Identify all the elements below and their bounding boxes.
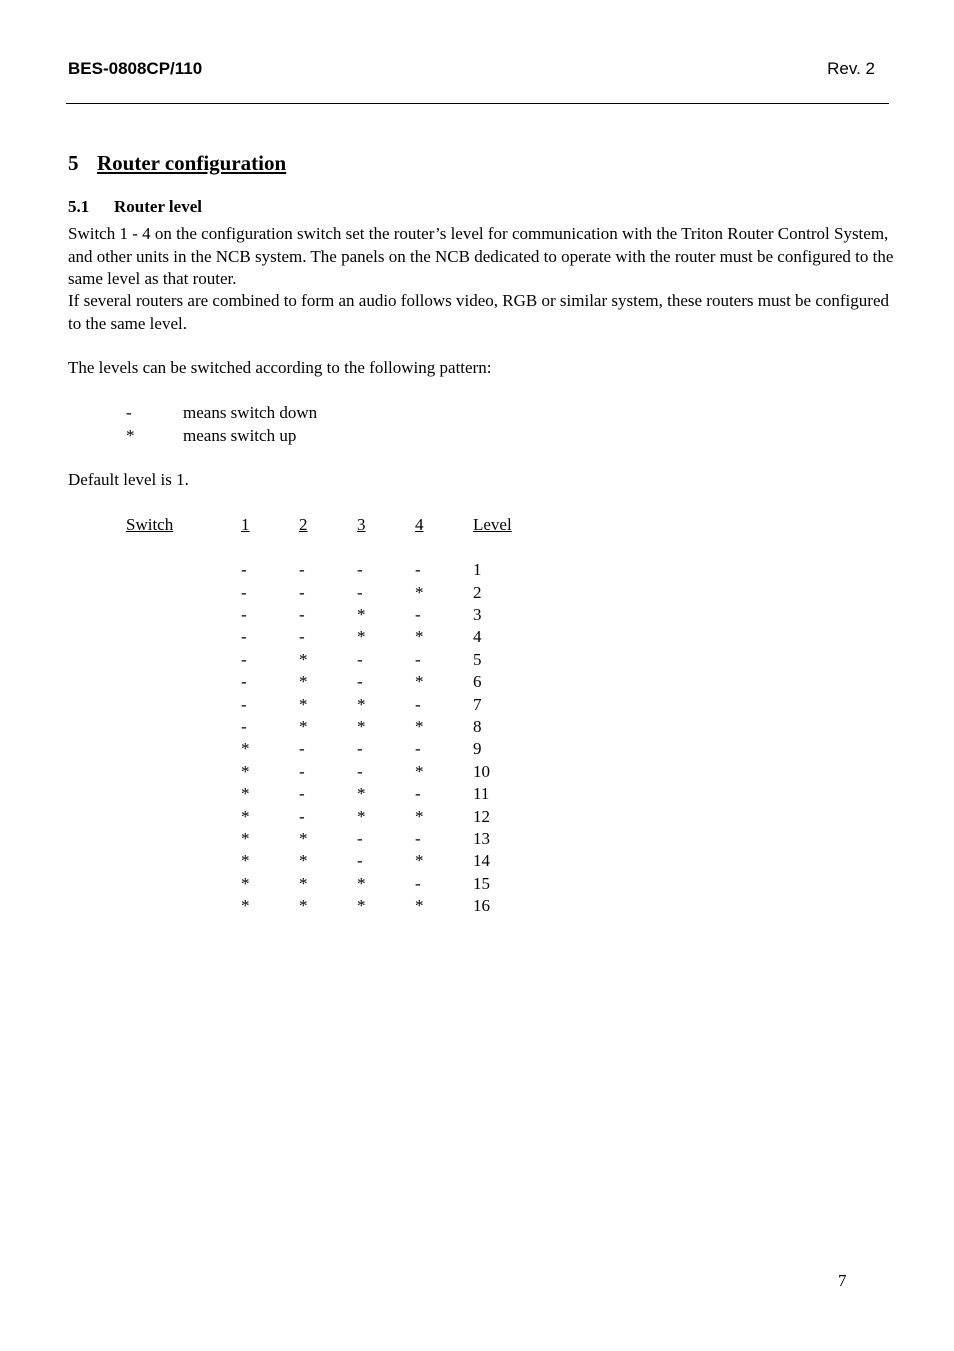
table-row bbox=[126, 716, 533, 738]
switch-4-state: * bbox=[415, 717, 424, 737]
table-row bbox=[126, 895, 533, 917]
switch-1-state: * bbox=[241, 739, 250, 759]
switch-4-state: - bbox=[415, 560, 421, 580]
table-row bbox=[126, 850, 533, 872]
row-spacer bbox=[126, 649, 241, 671]
header-switch-3: 3 bbox=[357, 515, 366, 534]
header-switch: Switch bbox=[126, 515, 174, 534]
table-row bbox=[126, 559, 533, 581]
level-value: 2 bbox=[473, 582, 482, 602]
switch-1-state: * bbox=[241, 851, 250, 871]
row-spacer bbox=[126, 604, 241, 626]
switch-1-state: - bbox=[241, 605, 247, 624]
switch-3-state: - bbox=[357, 582, 363, 602]
switch-2-state: * bbox=[299, 694, 308, 714]
header-switch-1: 1 bbox=[241, 515, 250, 534]
table-body bbox=[126, 559, 533, 918]
level-value: 12 bbox=[473, 806, 490, 826]
table-row bbox=[126, 828, 533, 850]
row-spacer bbox=[126, 582, 241, 604]
switch-2-state: * bbox=[299, 649, 308, 669]
row-spacer bbox=[126, 873, 241, 895]
default-level-note: Default level is 1. bbox=[68, 470, 189, 489]
switch-2-state: - bbox=[299, 560, 305, 580]
header-divider bbox=[66, 103, 889, 104]
switch-3-state: * bbox=[357, 784, 366, 804]
switch-2-state: * bbox=[299, 717, 308, 737]
level-value: 6 bbox=[473, 672, 482, 692]
switch-2-state: - bbox=[299, 761, 305, 781]
table-row bbox=[126, 649, 533, 671]
switch-4-state: - bbox=[415, 694, 421, 714]
legend-symbol: * bbox=[126, 425, 135, 445]
subsection-heading bbox=[68, 197, 202, 217]
switch-4-state: - bbox=[415, 739, 421, 759]
level-value: 11 bbox=[473, 784, 490, 804]
level-value: 1 bbox=[473, 560, 482, 580]
switch-1-state: * bbox=[241, 829, 250, 849]
switch-1-state: - bbox=[241, 560, 247, 580]
switch-3-state: * bbox=[357, 873, 366, 893]
switch-legend bbox=[126, 402, 317, 447]
table-header bbox=[126, 514, 533, 537]
switch-4-state: * bbox=[415, 582, 424, 602]
legend-symbol: - bbox=[126, 403, 132, 422]
table-row bbox=[126, 761, 533, 783]
switch-2-state: - bbox=[299, 739, 305, 759]
level-value: 5 bbox=[473, 649, 482, 669]
section-number: 5 bbox=[68, 151, 79, 175]
level-value: 13 bbox=[473, 829, 490, 849]
switch-4-state: * bbox=[415, 851, 424, 871]
switch-3-state: * bbox=[357, 627, 366, 647]
revision-label: Rev. 2 bbox=[827, 59, 875, 78]
switch-2-state: - bbox=[299, 582, 305, 602]
switch-2-state: - bbox=[299, 784, 305, 804]
switch-2-state: - bbox=[299, 605, 305, 624]
row-spacer bbox=[126, 559, 241, 581]
legend-meaning: means switch down bbox=[183, 403, 318, 422]
switch-1-state: - bbox=[241, 649, 247, 669]
table-row bbox=[126, 873, 533, 895]
switch-3-state: * bbox=[357, 717, 366, 737]
row-spacer bbox=[126, 806, 241, 828]
table-row bbox=[126, 738, 533, 760]
switch-2-state: - bbox=[299, 806, 305, 826]
switch-2-state: * bbox=[299, 829, 308, 849]
switch-4-state: - bbox=[415, 873, 421, 893]
subsection-number: 5.1 bbox=[68, 197, 90, 216]
level-value: 8 bbox=[473, 717, 482, 737]
row-spacer bbox=[126, 626, 241, 648]
level-value: 9 bbox=[473, 739, 482, 759]
level-value: 4 bbox=[473, 627, 482, 647]
row-spacer bbox=[126, 850, 241, 872]
switch-1-state: - bbox=[241, 582, 247, 602]
table-row bbox=[126, 604, 533, 626]
legend-item bbox=[126, 402, 317, 425]
switch-4-state: * bbox=[415, 627, 424, 647]
row-spacer bbox=[126, 716, 241, 738]
switch-3-state: - bbox=[357, 560, 363, 580]
switch-2-state: - bbox=[299, 627, 305, 647]
row-spacer bbox=[126, 694, 241, 716]
switch-1-state: * bbox=[241, 896, 250, 916]
switch-4-state: * bbox=[415, 806, 424, 826]
table-row bbox=[126, 694, 533, 716]
switch-2-state: * bbox=[299, 896, 308, 916]
header-level: Level bbox=[473, 515, 512, 534]
row-spacer bbox=[126, 895, 241, 917]
switch-4-state: - bbox=[415, 649, 421, 669]
section-heading bbox=[68, 151, 286, 176]
switch-3-state: - bbox=[357, 672, 363, 692]
switch-1-state: * bbox=[241, 761, 250, 781]
table-row bbox=[126, 783, 533, 805]
switch-3-state: - bbox=[357, 829, 363, 849]
level-value: 7 bbox=[473, 694, 482, 714]
level-value: 15 bbox=[473, 873, 490, 893]
switch-4-state: * bbox=[415, 761, 424, 781]
switch-3-state: * bbox=[357, 896, 366, 916]
switch-2-state: * bbox=[299, 873, 308, 893]
table-row bbox=[126, 582, 533, 604]
switch-3-state: * bbox=[357, 694, 366, 714]
switch-1-state: - bbox=[241, 717, 247, 737]
header-switch-4: 4 bbox=[415, 515, 424, 534]
section-title: Router configuration bbox=[97, 151, 287, 175]
switch-3-state: * bbox=[357, 806, 366, 826]
switch-1-state: - bbox=[241, 672, 247, 692]
switch-4-state: - bbox=[415, 605, 421, 624]
level-value: 16 bbox=[473, 896, 490, 916]
paragraph-pattern-intro: The levels can be switched according to the following pattern: bbox=[68, 358, 492, 377]
switch-3-state: - bbox=[357, 761, 363, 781]
switch-3-state: - bbox=[357, 851, 363, 871]
table-row bbox=[126, 671, 533, 693]
level-value: 3 bbox=[473, 605, 482, 624]
switch-1-state: - bbox=[241, 627, 247, 647]
switch-1-state: * bbox=[241, 806, 250, 826]
switch-4-state: * bbox=[415, 672, 424, 692]
level-value: 10 bbox=[473, 761, 490, 781]
switch-2-state: * bbox=[299, 851, 308, 871]
paragraph-router-level: Switch 1 - 4 on the configuration switch set the router’s level for communication with the Triton Router Control System, and other units in the NCB system. The panels on the NCB dedicated to operate with the router must be configured to the same level as that router. bbox=[68, 224, 894, 289]
legend-item bbox=[126, 425, 317, 448]
switch-3-state: * bbox=[357, 605, 366, 624]
subsection-title: Router level bbox=[114, 197, 202, 216]
level-value: 14 bbox=[473, 851, 490, 871]
header-switch-2: 2 bbox=[299, 515, 308, 534]
row-spacer bbox=[126, 761, 241, 783]
switch-3-state: - bbox=[357, 649, 363, 669]
legend-meaning: means switch up bbox=[183, 425, 297, 445]
paragraph-combined-routers: If several routers are combined to form an audio follows video, RGB or similar system, these routers must be configured to the same level. bbox=[68, 291, 889, 333]
switch-2-state: * bbox=[299, 672, 308, 692]
table-row bbox=[126, 806, 533, 828]
level-table bbox=[126, 514, 533, 918]
row-spacer bbox=[126, 738, 241, 760]
switch-4-state: * bbox=[415, 896, 424, 916]
switch-4-state: - bbox=[415, 784, 421, 804]
switch-1-state: - bbox=[241, 694, 247, 714]
switch-4-state: - bbox=[415, 829, 421, 849]
row-spacer bbox=[126, 671, 241, 693]
switch-3-state: - bbox=[357, 739, 363, 759]
row-spacer bbox=[126, 783, 241, 805]
switch-1-state: * bbox=[241, 873, 250, 893]
table-row bbox=[126, 626, 533, 648]
document-id: BES-0808CP/110 bbox=[68, 59, 203, 78]
switch-1-state: * bbox=[241, 784, 250, 804]
row-spacer bbox=[126, 828, 241, 850]
page-number: 7 bbox=[838, 1271, 847, 1290]
